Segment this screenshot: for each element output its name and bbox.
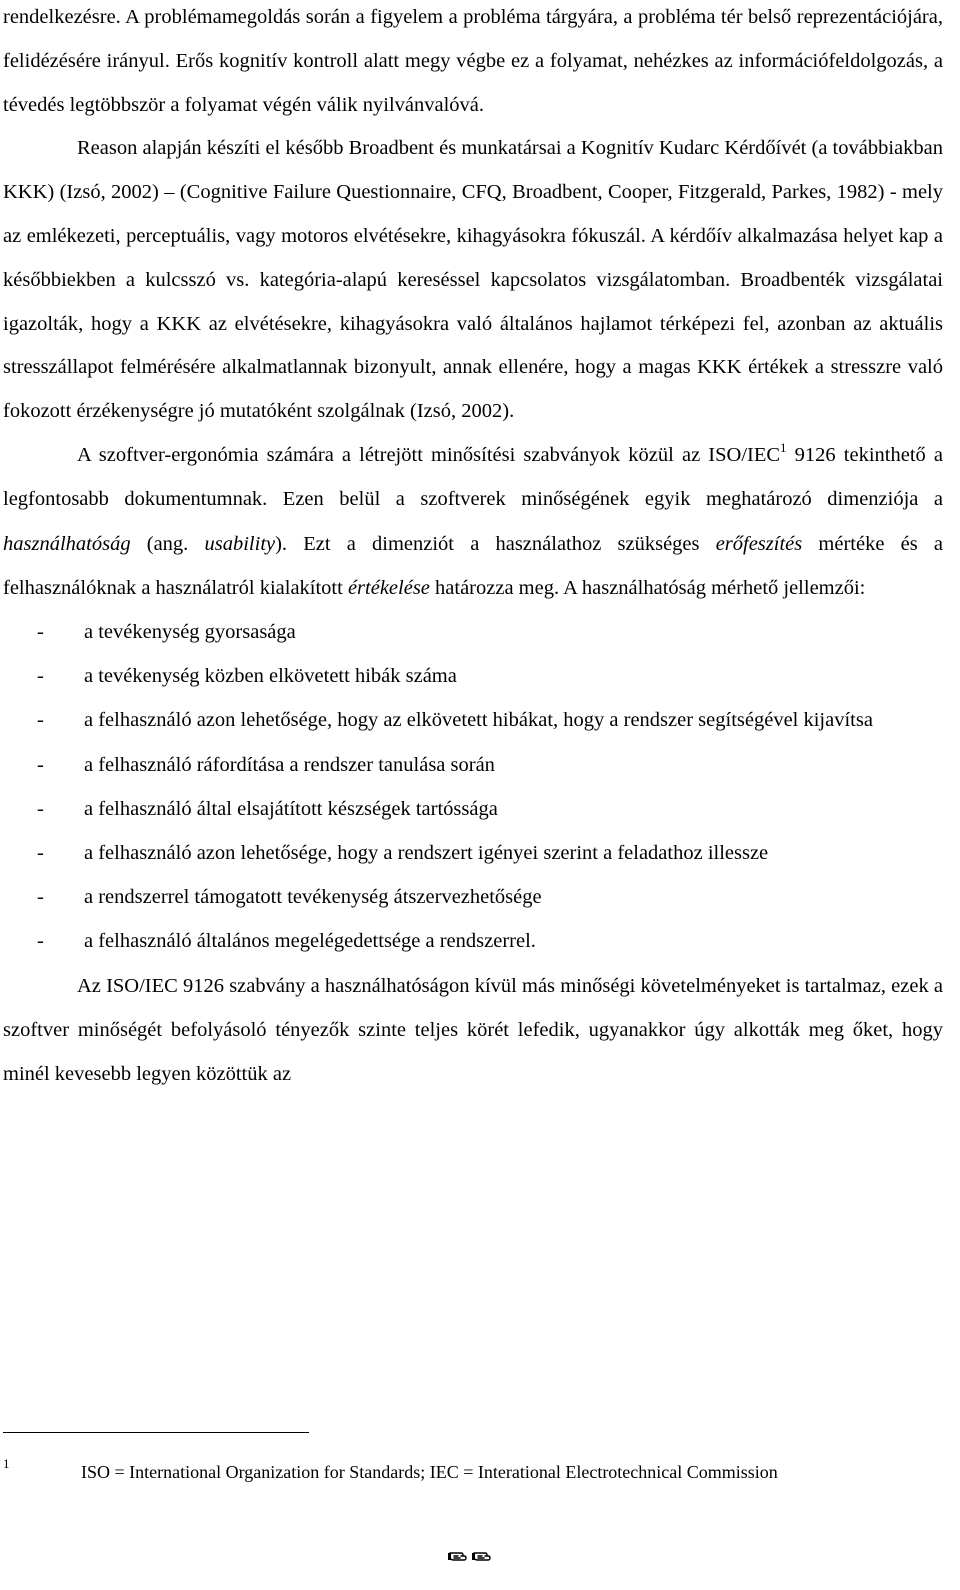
paragraph-text: Az ISO/IEC 9126 szabvány a használhatóságon kívül más minőségi követelményeket is tartalmaz, ezek a szoftver minőségét befolyásoló tényezők szinte teljes körét lefedik, ugyanakkor úgy alkották meg őket, hogy minél kevesebb legyen közöttük az — [3, 974, 943, 1086]
list-item — [3, 654, 943, 698]
list-item — [3, 698, 943, 742]
paragraph-problem-solving — [3, 0, 943, 127]
list-item — [3, 875, 943, 919]
term-usability-en: usability — [204, 532, 276, 555]
paragraph-kkk — [3, 127, 943, 434]
paragraph-text: 9126 tekinthető a legfontosabb dokumentumnak. Ezen belül a szoftverek minőségének egyik meghatározó dimenziója a — [3, 444, 943, 511]
list-dash: - — [37, 753, 44, 776]
paragraph-text: (ang. — [130, 532, 205, 555]
term-usability-hu: használhatóság — [3, 532, 131, 555]
list-item — [3, 787, 943, 831]
term-evaluation: értékelése — [347, 576, 430, 599]
usability-characteristics-list — [3, 610, 943, 964]
list-dash: - — [37, 842, 44, 864]
paragraph-text: rendelkezésre. A problémamegoldás során a figyelem a probléma tárgyára, a probléma tér belső reprezentációjára, felidézésére irányul. Erős kognitív kontroll alatt megy végbe ez a folyamat, nehézkes az információfeldolgozás, a tévedés legtöbbször a folyamat végén válik nyilvánvalóvá. — [3, 6, 943, 116]
list-item-text: a felhasználó általános megelégedettsége a rendszerrel. — [84, 930, 536, 953]
double-pointing-hand-icon — [448, 1549, 496, 1563]
list-item-text: a tevékenység gyorsasága — [84, 620, 296, 643]
list-item — [3, 919, 943, 963]
footnote-text: ISO = International Organization for Standards; IEC = Interational Electrotechnical Commission — [81, 1462, 778, 1482]
paragraph-text: Reason alapján készíti el később Broadbent és munkatársai a Kognitív Kudarc Kérdőívét (a továbbiakban KKK) (Izsó, 2002) – (Cognitive Failure Questionnaire, CFQ, Broadbent, Cooper, Fitzgerald, Parkes, 1982) - mely az emlékezeti, perceptuális, vagy motoros elvétésekre, kihagyásokra fókuszál. A kérdőív alkalmazása helyet kap a későbbiekben a kulcsszó vs. kategória-alapú kereséssel kapcsolatos vizsgálatomban. Broadbenték vizsgálatai igazolták, hogy a KKK az elvétésekre, kihagyásokra való általános hajlamot térképezi fel, azonban az aktuális stresszállapot felmérésére alkalmatlannak bizonyult, annak ellenére, hogy a magas KKK értékek a stresszre való fokozott érzékenységre jó mutatóként szolgálnak (Izsó, 2002). — [3, 137, 943, 423]
list-item-text: a felhasználó által elsajátított készségek tartóssága — [84, 797, 498, 820]
list-item — [3, 610, 943, 654]
paragraph-text: határozza meg. A használhatóság mérhető jellemzői: — [429, 576, 866, 599]
list-dash: - — [37, 709, 44, 732]
list-item-text: a rendszerrel támogatott tevékenység átszervezhetősége — [84, 886, 542, 909]
list-item — [3, 743, 943, 787]
footnote-ref[interactable]: 1 — [780, 440, 787, 456]
paragraph-text: A szoftver-ergonómia számára a létrejött minősítési szabványok közül az ISO/IEC — [77, 444, 781, 467]
list-item-text: a felhasználó azon lehetősége, hogy az elkövetett hibákat, hogy a rendszer segítségével kijavítsa — [84, 709, 873, 732]
list-item-text: a felhasználó azon lehetősége, hogy a rendszert igényei szerint a feladathoz illessze — [84, 842, 769, 864]
document-page — [3, 0, 943, 1096]
list-dash: - — [37, 797, 44, 820]
paragraph-text: mértéke és a felhasználóknak a használatról kialakított — [3, 532, 943, 599]
list-dash: - — [37, 930, 44, 953]
list-item-text: a felhasználó ráfordítása a rendszer tanulása során — [84, 753, 495, 776]
term-effort: erőfeszítés — [715, 532, 803, 555]
list-dash: - — [37, 886, 44, 909]
list-item-text: a tevékenység közben elkövetett hibák száma — [84, 665, 457, 688]
paragraph-iso-quality — [3, 964, 943, 1097]
list-item — [3, 831, 943, 875]
list-dash: - — [37, 620, 44, 643]
paragraph-text: ). Ezt a dimenziót a használathoz szükséges — [275, 532, 716, 555]
paragraph-iso-iec — [3, 433, 943, 610]
list-dash: - — [37, 665, 44, 688]
footnote-separator — [3, 1432, 309, 1433]
footnote-number: 1 — [3, 1456, 10, 1471]
